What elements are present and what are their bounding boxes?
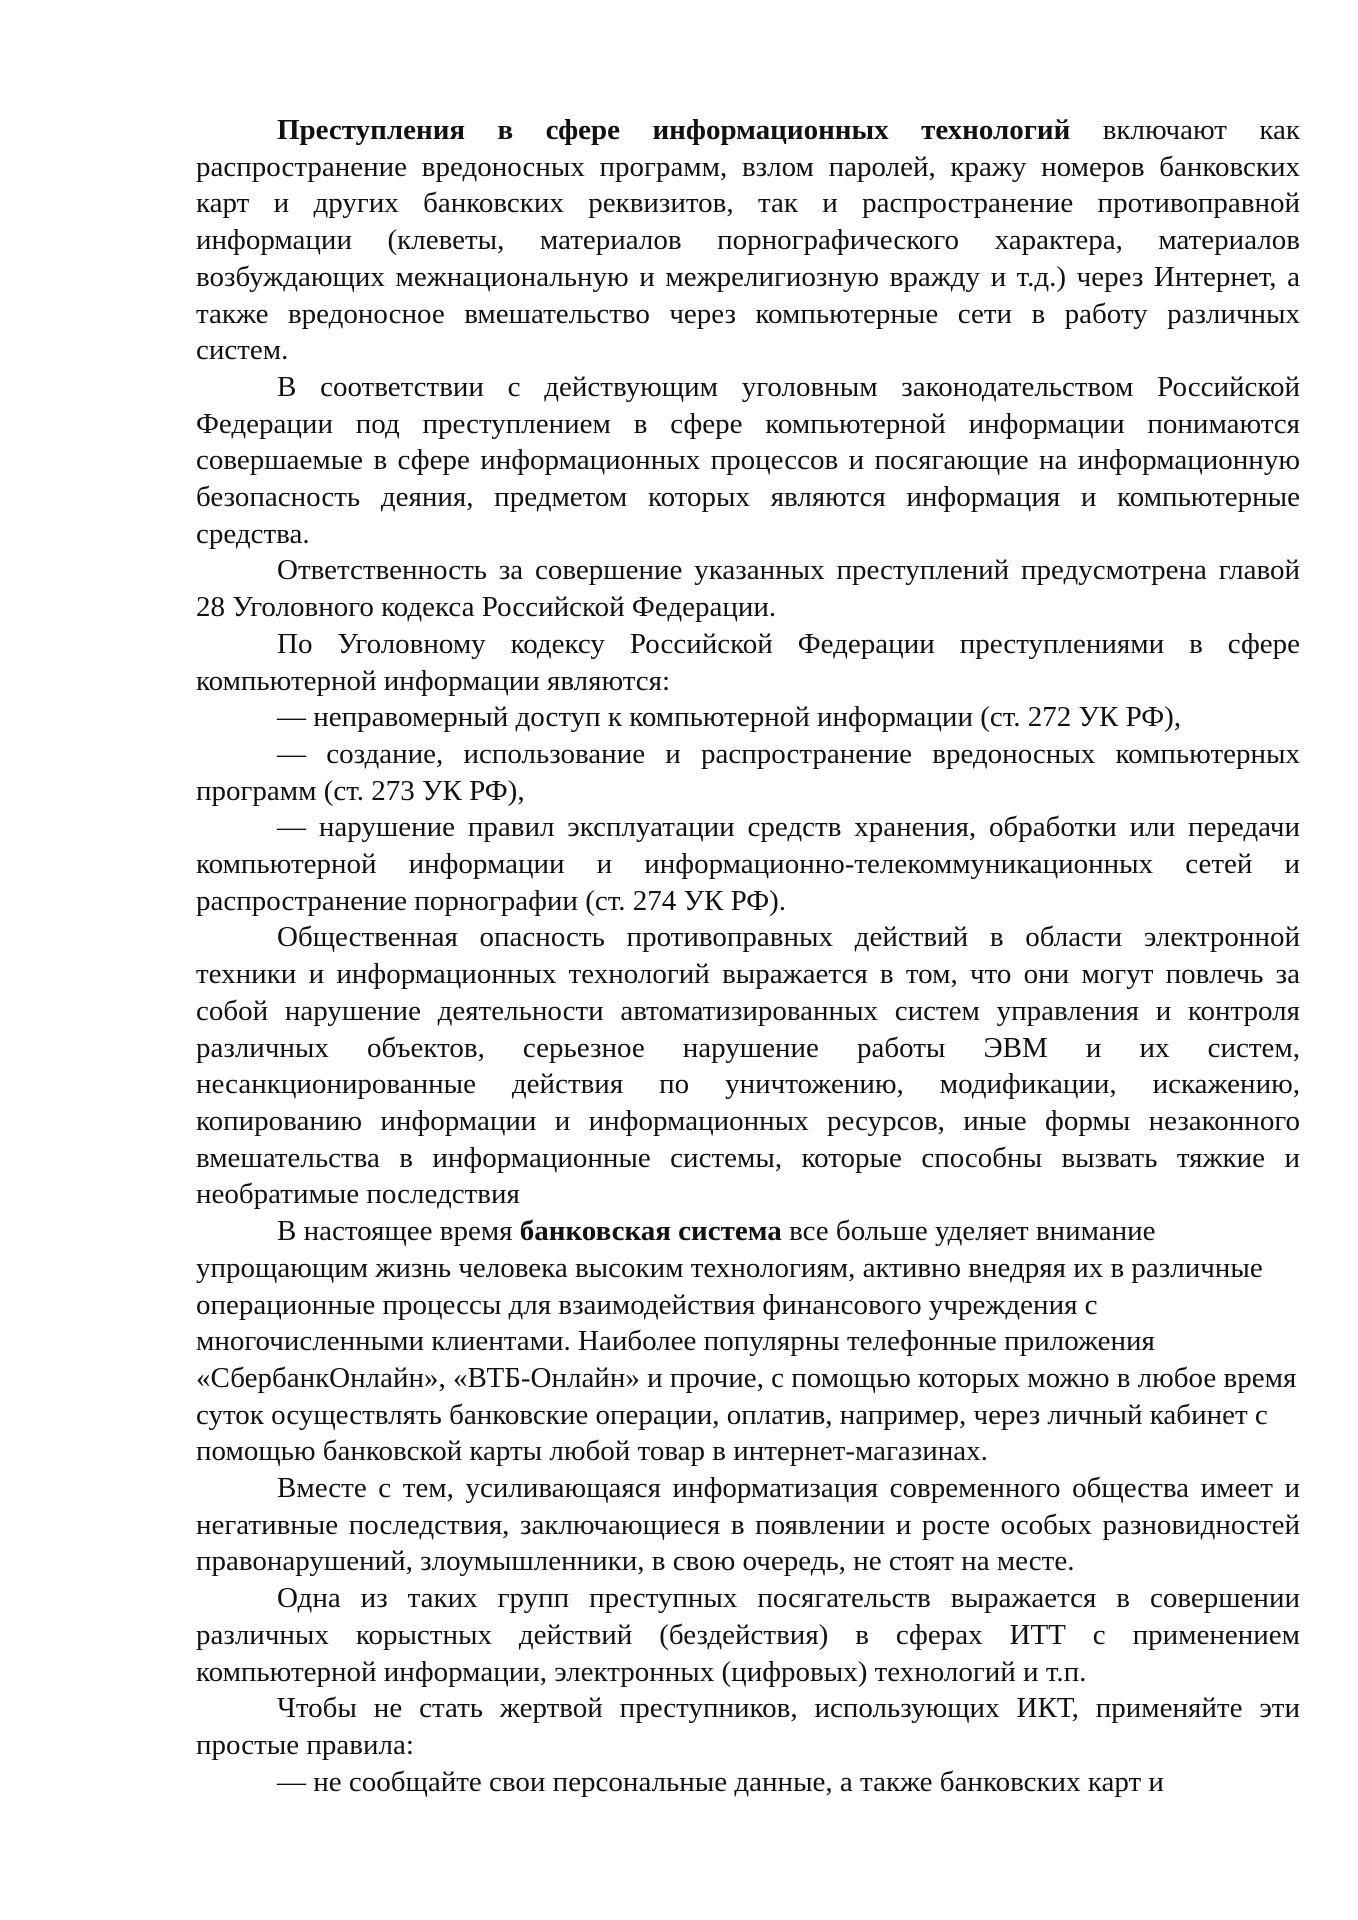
paragraph-responsibility: Ответственность за совершение указанных преступлений предусмотрена главой 28 Уголовного кодекса Российской Федерации. xyxy=(196,554,1300,624)
list-item-art-273: — создание, использование и распространение вредоносных компьютерных программ (ст. 273 УК РФ), xyxy=(196,737,1300,807)
document-page xyxy=(196,112,1300,1800)
paragraph-text-post: все больше уделяет внимание упрощающим жизнь человека высоким технологиям, активно внедряя их в различные операционные процессы для взаимодействия финансового учреждения с многочисленными клиентами. Наиболее популярны телефонные приложения «СбербанкОнлайн», «ВТБ-Онлайн» и прочие, с помощью которых можно в любое время суток осуществлять банковские операции, оплатив, например, через личный кабинет с помощью банковской карты любой товар в интернет-магазинах. xyxy=(196,1215,1297,1468)
paragraph-crime-groups: Одна из таких групп преступных посягательств выражается в совершении различных корыстных действий (бездействия) в сферах ИТТ с применением компьютерной информации, электронных (цифровых) технологий и т.п. xyxy=(196,1582,1300,1688)
term-it-crimes: Преступления в сфере информационных технологий xyxy=(277,114,1071,146)
paragraph-it-crimes xyxy=(196,112,1300,369)
paragraph-safety-rules-intro: Чтобы не стать жертвой преступников, использующих ИКТ, применяйте эти простые правила: xyxy=(196,1692,1300,1761)
term-banking-system: банковская система xyxy=(519,1215,782,1248)
list-item-personal-data: — не сообщайте свои персональные данные, а также банковских карт и xyxy=(277,1765,1164,1798)
paragraph-text-pre: В настоящее время xyxy=(277,1215,520,1248)
paragraph-legal-definition: В соответствии с действующим уголовным законодательством Российской Федерации под преступлением в сфере компьютерной информации понимаются совершаемые в сфере информационных процессов и посягающие на информационную безопасность деяния, предметом которых являются информация и компьютерные средства. xyxy=(196,370,1300,550)
paragraph-public-danger: Общественная опасность противоправных действий в области электронной техники и информационных технологий выражается в том, что они могут повлечь за собой нарушение деятельности автоматизированных систем управления и контроля различных объектов, серьезное нарушение работы ЭВМ и их систем, несанкционированные действия по уничтожению, модификации, искажению, копированию информации и информационных ресурсов, иные формы незаконного вмешательства в информационные системы, которые способны вызвать тяжкие и необратимые последствия xyxy=(196,921,1300,1211)
list-item-art-274: — нарушение правил эксплуатации средств хранения, обработки или передачи компьютерной информации и информационно-телекоммуникационных сетей и распространение порнографии (ст. 274 УК РФ). xyxy=(196,811,1300,917)
list-item-art-272: — неправомерный доступ к компьютерной информации (ст. 272 УК РФ), xyxy=(277,701,1182,734)
paragraph-banking-system xyxy=(196,1213,1300,1470)
paragraph-negative-consequences: Вместе с тем, усиливающаяся информатизация современного общества имеет и негативные последствия, заключающиеся в появлении и росте особых разновидностей правонарушений, злоумышленники, в свою очередь, не стоят на месте. xyxy=(196,1472,1300,1578)
paragraph-criminal-code-intro: По Уголовному кодексу Российской Федерации преступлениями в сфере компьютерной информации являются: xyxy=(196,627,1300,697)
paragraph-text: включают как распространение вредоносных программ, взлом паролей, кражу номеров банковских карт и других банковских реквизитов, так и распространение противоправной информации (клеветы, материалов порнографического характера, материалов возбуждающих межнациональную и межрелигиозную вражду и т.д.) через Интернет, а также вредоносное вмешательство через компьютерные сети в работу различных систем. xyxy=(196,114,1300,367)
